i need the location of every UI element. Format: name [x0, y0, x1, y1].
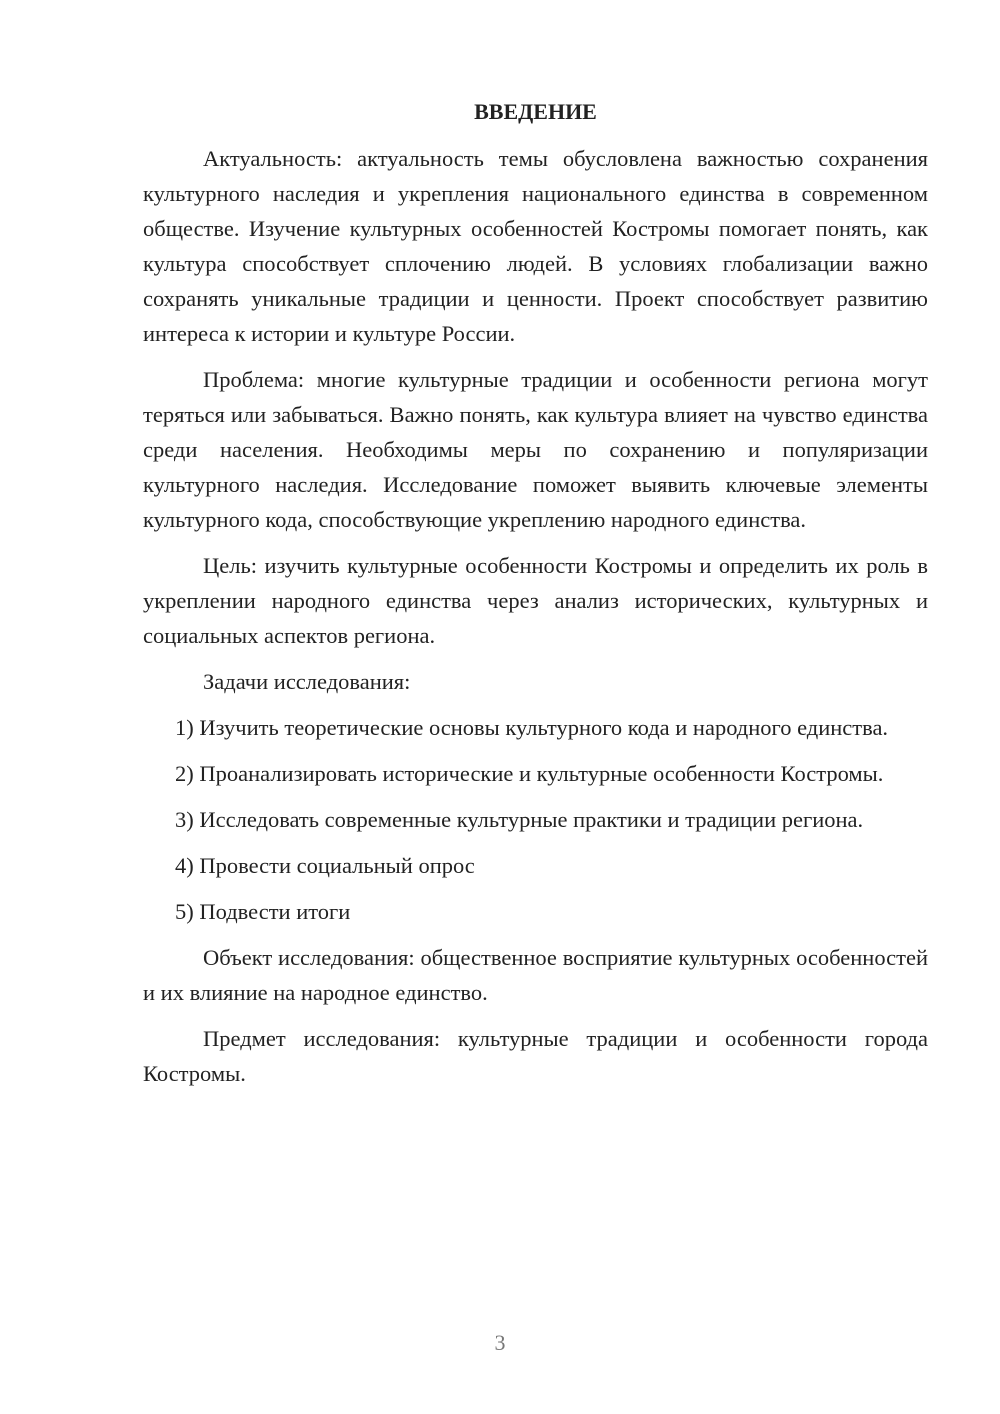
list-item-task-2: 2) Проанализировать исторические и культурные особенности Костромы.	[175, 761, 884, 786]
list-item-task-4: 4) Провести социальный опрос	[175, 853, 475, 878]
paragraph-subject: Предмет исследования: культурные традиции и особенности города Костромы.	[143, 1026, 928, 1086]
paragraph-relevance: Актуальность: актуальность темы обусловлена важностью сохранения культурного наследия и укрепления национального единства в современном обществе. Изучение культурных особенностей Костромы помогает понять, как культура способствует сплочению людей. В условиях глобализации важно сохранять уникальные традиции и ценности. Проект способствует развитию интереса к истории и культуре России.	[143, 146, 928, 346]
list-item-task-1: 1) Изучить теоретические основы культурного кода и народного единства.	[175, 715, 889, 740]
paragraph-problem: Проблема: многие культурные традиции и особенности региона могут теряться или забываться. Важно понять, как культура влияет на чувство единства среди населения. Необходимы меры по сохранению и популяризации культурного наследия. Исследование поможет выявить ключевые элементы культурного кода, способствующие укреплению народного единства.	[143, 367, 928, 532]
page-title: ВВЕДЕНИЕ	[474, 99, 597, 124]
list-item-task-3: 3) Исследовать современные культурные практики и традиции региона.	[175, 807, 864, 832]
tasks-title: Задачи исследования:	[203, 669, 411, 694]
page-content	[143, 94, 928, 1102]
paragraph-goal: Цель: изучить культурные особенности Костромы и определить их роль в укреплении народного единства через анализ исторических, культурных и социальных аспектов региона.	[143, 553, 928, 648]
list-item-task-5: 5) Подвести итоги	[175, 899, 351, 924]
paragraph-object: Объект исследования: общественное восприятие культурных особенностей и их влияние на народное единство.	[143, 945, 928, 1005]
page-number: 3	[494, 1330, 506, 1355]
